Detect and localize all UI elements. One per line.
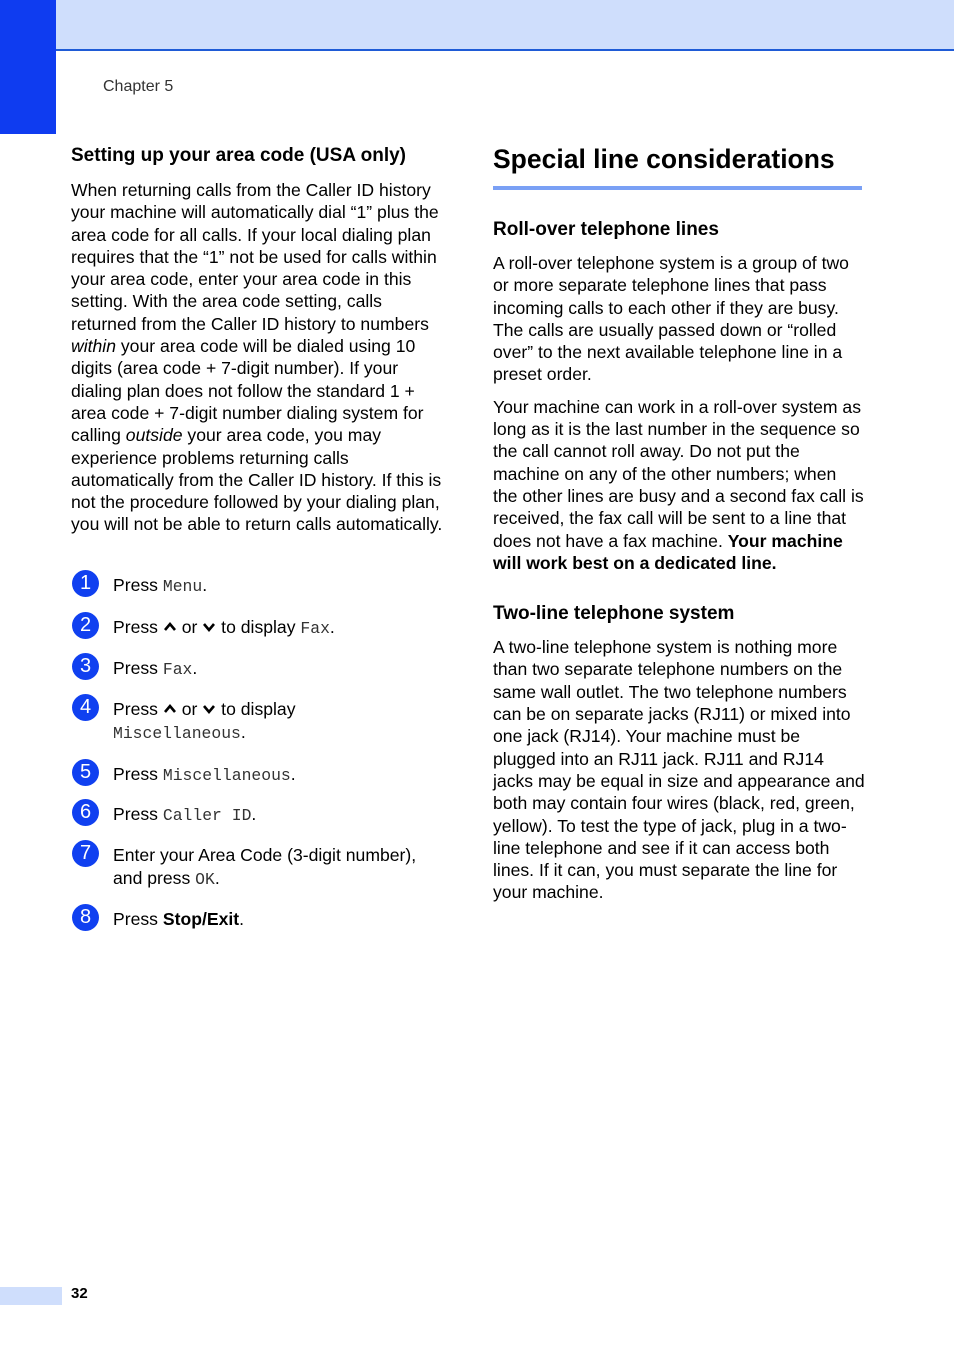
- menu-key: Menu: [162, 577, 203, 596]
- step-text: Enter your Area Code (3-digit number), and press OK.: [113, 845, 417, 889]
- menu-key: Miscellaneous: [162, 766, 291, 785]
- chevron-down-icon: [202, 620, 216, 634]
- step-number: 1: [72, 570, 99, 597]
- step-number: 7: [72, 840, 99, 867]
- para-text-2: your area code will be dialed using 10 digits (area code + 7-digit number). If your dialing plan does not follow the standard 1 + area code + 7-digit number dialing system for calling: [71, 336, 424, 446]
- step-text: Press Caller ID.: [113, 804, 257, 825]
- chapter-label: Chapter 5: [103, 78, 174, 95]
- chevron-up-icon: [163, 702, 177, 716]
- para-emphasis-within: within: [71, 336, 116, 357]
- menu-key: Caller ID: [162, 806, 252, 825]
- step-number: 8: [72, 904, 99, 931]
- footer-tab: [0, 1287, 62, 1305]
- step-number: 2: [72, 612, 99, 639]
- subheading-two-line: Two-line telephone system: [493, 603, 735, 625]
- header-band: [0, 0, 954, 51]
- step-number: 5: [72, 759, 99, 786]
- para-text-1: When returning calls from the Caller ID history your machine will automatically dial “1” plus the area code for all calls. If your local dialing plan requires that the “1” not be used for calls within your area code, enter your area code in this setting. With the area code setting, calls returned from the Caller ID history to numbers: [71, 180, 439, 334]
- step-number: 3: [72, 653, 99, 680]
- chevron-up-icon: [163, 620, 177, 634]
- step-text: Press Menu.: [113, 575, 208, 596]
- section-heading-area-code: Setting up your area code (USA only): [71, 145, 407, 166]
- menu-key: Miscellaneous: [113, 724, 241, 743]
- step-text: Press or to display Fax.: [113, 617, 335, 638]
- area-code-paragraph: [71, 179, 443, 536]
- two-line-paragraph: A two-line telephone system is nothing more than two separate telephone numbers on the same wall outlet. The two telephone numbers can be on separate jacks (RJ11) or mixed into one jack (RJ14). Your machine must be plugged into an RJ11 jack. RJ11 and RJ14 jacks may be equal in size and appearance and both may contain four wires (black, red, green, yellow). To test the type of jack, plug in a two-line telephone and see if it can access both lines. If it can, you must separate the line for your machine.: [493, 637, 865, 903]
- step-text: Press Stop/Exit.: [113, 909, 245, 929]
- rollover-paragraph-1: A roll-over telephone system is a group of two or more separate telephone lines that pass incoming calls to each other if they are busy. The calls are usually passed down or “rolled over” to the next available telephone line in a preset order.: [493, 253, 849, 385]
- step-text: Press Miscellaneous.: [113, 764, 296, 785]
- para-text-3: your area code, you may experience problems returning calls automatically from the Caller ID history. If this is not the procedure followed by your dialing plan, you will not be able to return calls automatically.: [71, 425, 443, 535]
- rollover-bold-note: Your machine will work best on a dedicated line.: [493, 530, 843, 573]
- chapter-tab: [0, 0, 56, 134]
- title-underline: [493, 186, 862, 190]
- rollover-text: Your machine can work in a roll-over system as long as it is the last number in the sequence so the call cannot roll away. Do not put the machine on any of the other numbers; when the other lines are busy and a second fax call is received, the fax call will be sent to a line that does not have a fax machine.: [493, 396, 864, 551]
- right-column: [493, 144, 865, 904]
- menu-key: OK: [195, 870, 215, 889]
- step-text: Press or to display Miscellaneous.: [113, 699, 296, 743]
- step-number: 6: [72, 799, 99, 826]
- step-number: 4: [72, 694, 99, 721]
- para-emphasis-outside: outside: [125, 425, 183, 446]
- left-column: [71, 144, 443, 536]
- stop-exit-key: Stop/Exit: [162, 909, 240, 929]
- section-title-special-lines: Special line considerations: [493, 144, 835, 174]
- subheading-rollover: Roll-over telephone lines: [493, 219, 719, 240]
- chevron-down-icon: [202, 702, 216, 716]
- menu-key: Fax: [300, 619, 330, 638]
- rollover-paragraph-2: [493, 396, 865, 574]
- step-text: Press Fax.: [113, 658, 198, 679]
- menu-key: Fax: [162, 660, 193, 679]
- page-number: 32: [71, 1285, 88, 1302]
